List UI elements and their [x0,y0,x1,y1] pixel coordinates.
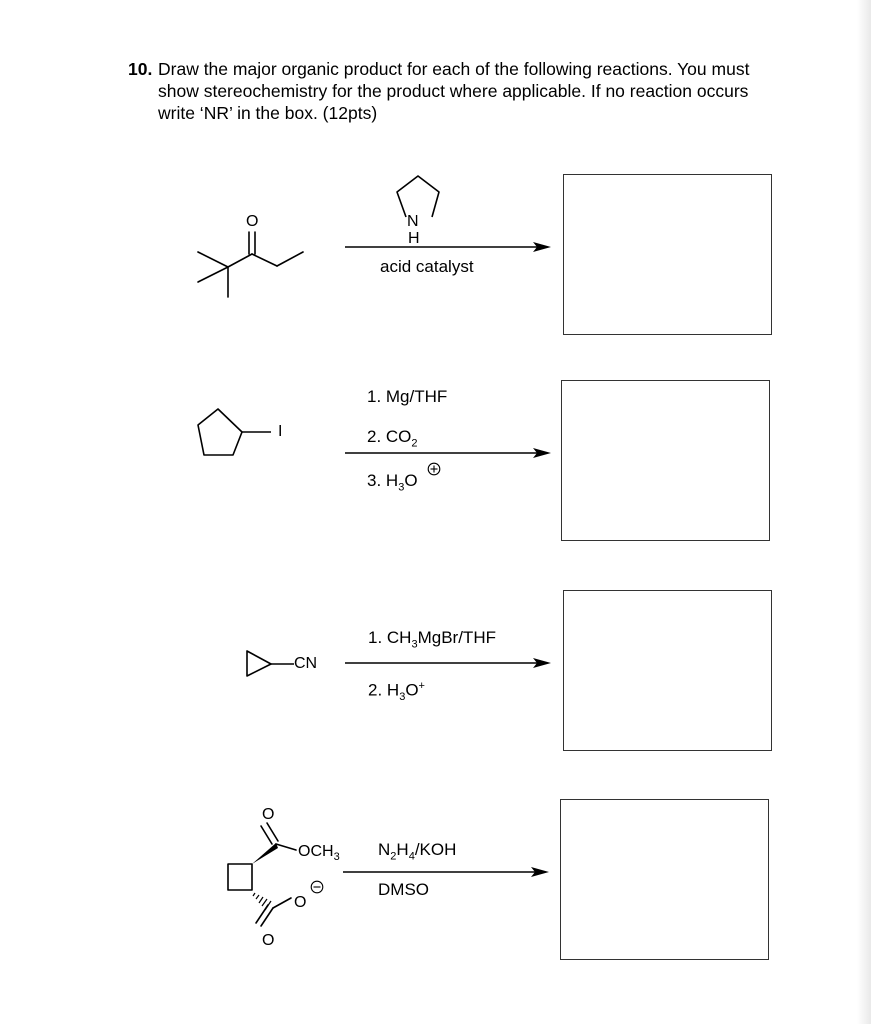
reaction-3-step-1: 1. $CH_3MgBr$/THF [368,628,496,651]
reaction-3-answer-box[interactable] [563,590,772,751]
reaction-1-nitrogen-label: N [407,213,419,230]
reaction-2-answer-box[interactable] [561,380,770,541]
question-line-2: show stereochemistry for the product where applicable. If no reaction occurs [158,81,749,101]
question-line-1: Draw the major organic product for each of the following reactions. You must [158,59,750,79]
reaction-1-arrow [345,240,555,254]
reaction-3-step-2: 2. $H_3O^+$ [368,680,425,704]
reaction-4-methoxy-label: $OCH_3$ [298,843,340,864]
circled-plus-charge-icon [427,462,441,476]
reaction-2-step-1: 1. Mg/THF [367,387,448,406]
reaction-4-carbonyl-oxygen-label: O [262,806,275,823]
reaction-2-iodine-label: I [278,423,283,440]
question-line-3: write ‘NR’ in the box. (12pts) [158,103,378,123]
reaction-4-reagent: $N_2H_4$/KOH [378,840,457,863]
reaction-3-arrow [345,656,555,670]
reaction-1-conditions: acid catalyst [380,257,474,276]
reaction-1-oxygen-label: O [246,213,259,230]
question-number: 10. [128,59,153,79]
circled-minus-charge-icon [310,880,324,894]
reaction-4-solvent: DMSO [378,880,429,899]
reaction-3-reactant-cyclopropane [244,648,296,680]
reaction-1-answer-box[interactable] [563,174,772,335]
reaction-2-reactant-iodocyclopentane [195,405,275,460]
reaction-4-answer-box[interactable] [560,799,769,960]
reaction-1-hydrogen-label: H [408,230,420,247]
reaction-2-arrow [345,446,555,460]
reaction-2-step-2: 2. $CO_2$ [367,427,418,450]
reaction-4-anion-oxygen-label: O [294,894,307,911]
reaction-1-pyrrolidine [392,170,452,225]
reaction-3-nitrile-label: CN [294,655,318,672]
reaction-4-carboxylate-oxygen-label: O [262,932,275,949]
reaction-4-arrow [343,865,553,879]
reaction-2-step-3: 3. $H_3O$ [367,471,418,494]
page-edge-shadow [857,0,871,1024]
